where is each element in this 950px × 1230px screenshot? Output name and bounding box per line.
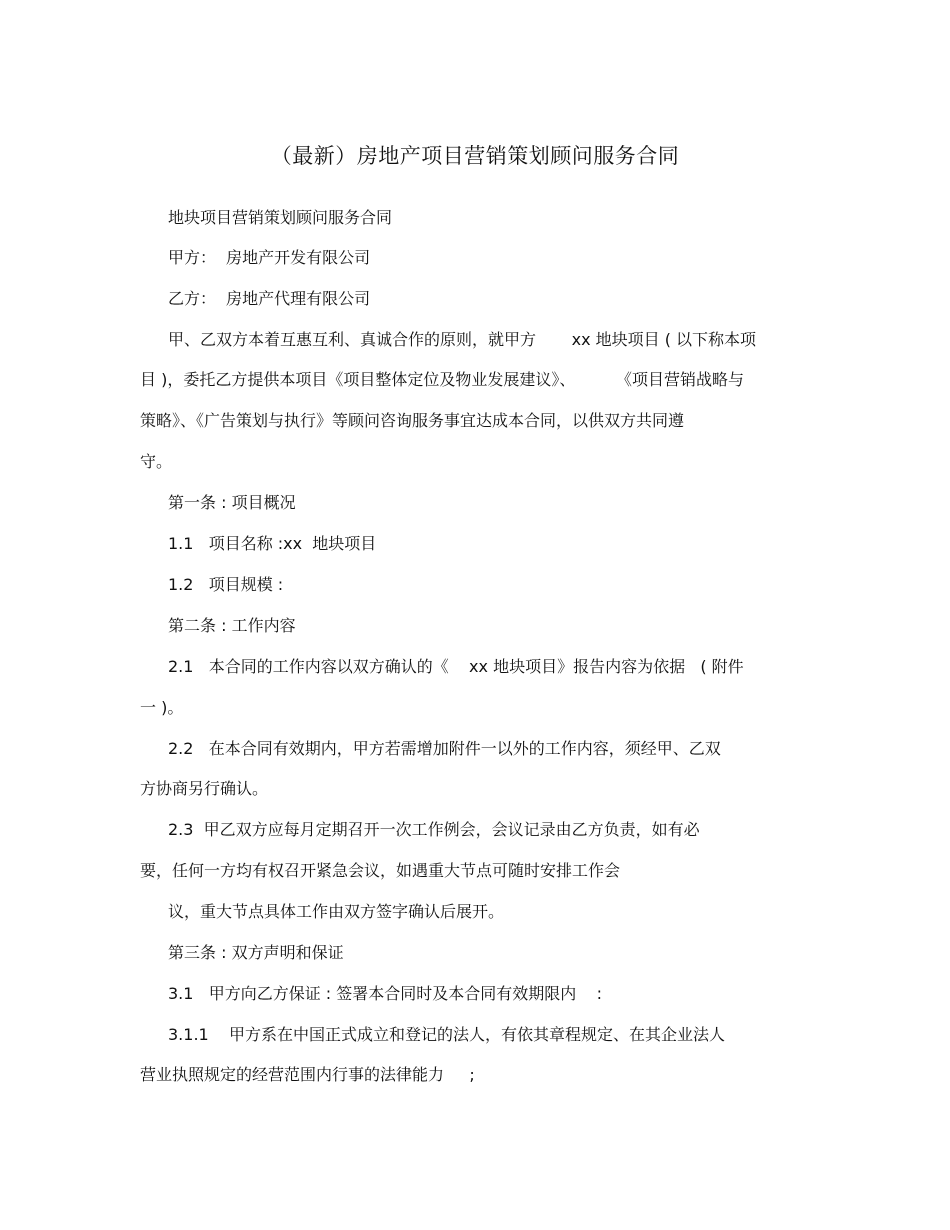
text-line: 议，重大节点具体工作由双方签字确认后展开。 [168,902,505,921]
text-line: 3.1.1 甲方系在中国正式成立和登记的法人，有依其章程规定、在其企业法人 [168,1025,726,1044]
document-title: （最新）房地产项目营销策划顾问服务合同 [270,144,680,168]
text-line: 第三条 : 双方声明和保证 [168,943,344,962]
text-line: 1.2 项目规模 : [168,575,284,594]
text-line: 乙方： 房地产代理有限公司 [168,289,371,308]
text-line: 营业执照规定的经营范围内行事的法律能力 ; [140,1065,475,1084]
text-line: 要，任何一方均有权召开紧急会议，如遇重大节点可随时安排工作会 [140,861,621,880]
text-line: 3.1 甲方向乙方保证 : 签署本合同时及本合同有效期限内 : [168,984,603,1003]
text-line: 1.1 项目名称 :xx 地块项目 [168,534,377,553]
text-line: 第二条 : 工作内容 [168,616,296,635]
text-line: 地块项目营销策划顾问服务合同 [168,208,393,227]
text-line: 目 )，委托乙方提供本项目《项目整体定位及物业发展建议》、 《项目营销战略与 [140,370,745,389]
text-line: 一 )。 [140,698,184,717]
text-line: 第一条 : 项目概况 [168,493,296,512]
text-line: 守。 [140,452,173,471]
text-line: 2.2 在本合同有效期内，甲方若需增加附件一以外的工作内容，须经甲、乙双 [168,739,721,758]
text-line: 2.1 本合同的工作内容以双方确认的《 xx 地块项目》报告内容为依据 ( 附件 [168,657,744,676]
text-line: 甲、乙双方本着互惠互利、真诚合作的原则，就甲方 xx 地块项目 ( 以下称本项 [168,330,757,349]
text-line: 甲方： 房地产开发有限公司 [168,248,371,267]
text-line: 方协商另行确认。 [140,779,269,798]
text-line: 2.3 甲乙双方应每月定期召开一次工作例会，会议记录由乙方负责，如有必 [168,820,700,839]
text-line: 策略》、《广告策划与执行》等顾问咨询服务事宜达成本合同，以供双方共同遵 [140,411,685,430]
